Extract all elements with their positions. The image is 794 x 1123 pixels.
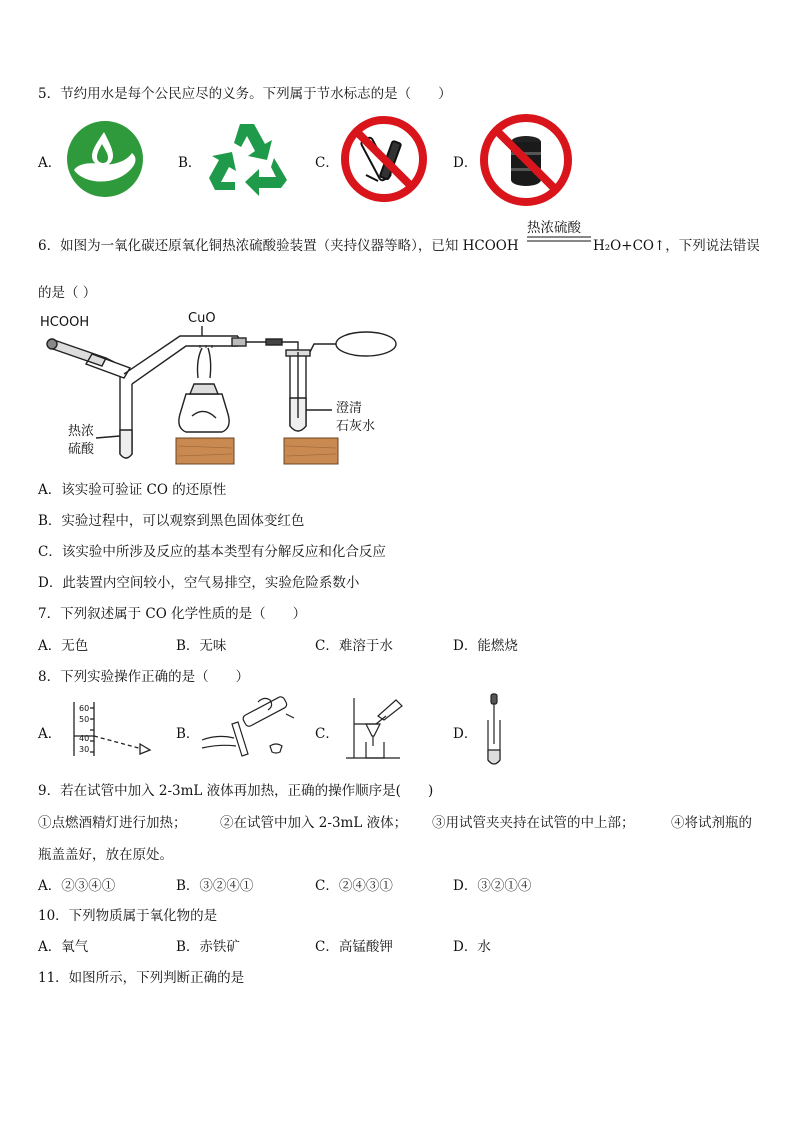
- cylinder-mark-50: 50: [79, 715, 90, 724]
- q10-stem: 10．下列物质属于氧化物的是: [38, 908, 218, 924]
- q8-option-d-label: D．: [453, 726, 478, 742]
- q6-stem-part2: H₂O+CO↑，下列说法错误: [593, 238, 760, 254]
- q10-option-b: B．赤铁矿: [176, 939, 240, 955]
- q9-option-a: A．②③④①: [38, 878, 116, 894]
- acid-label-line1: 热浓: [68, 424, 95, 439]
- limewater-label-line2: 石灰水: [336, 419, 376, 434]
- cylinder-mark-60: 60: [79, 704, 90, 713]
- q10-option-a: A．氧气: [38, 939, 89, 955]
- co-reduction-apparatus-diagram: [36, 318, 396, 468]
- cylinder-mark-40: 40: [79, 734, 90, 743]
- limewater-label-line1: 澄清: [336, 401, 363, 416]
- acid-label-line2: 硫酸: [68, 442, 95, 457]
- q6-stem-continuation: 的是（ ）: [38, 285, 97, 301]
- cylinder-mark-30: 30: [79, 745, 90, 754]
- q5-option-d-label: D．: [453, 155, 478, 171]
- q6-stem-part1: 6．如图为一氧化碳还原氧化铜热浓硫酸验装置（夹持仪器等略），已知 HCOOH: [38, 238, 519, 254]
- graduated-cylinder-reading-icon: [68, 700, 158, 760]
- dropper-in-test-tube-icon: [480, 692, 510, 768]
- q6-option-b: B．实验过程中，可以观察到黑色固体变红色: [38, 513, 305, 529]
- q6-option-c: C．该实验中所涉及反应的基本类型有分解反应和化合反应: [38, 544, 386, 560]
- q8-option-b-label: B．: [176, 726, 200, 742]
- q9-step-1: ①点燃酒精灯进行加热；: [38, 815, 187, 831]
- filtration-setup-icon: [340, 694, 410, 764]
- recycle-icon: [203, 120, 291, 198]
- q9-step-4: ④将试剂瓶的: [671, 815, 752, 831]
- reaction-equals-arrow: [527, 236, 591, 244]
- q7-option-a: A．无色: [38, 638, 89, 654]
- q7-option-b: B．无味: [176, 638, 227, 654]
- q10-option-d: D．水: [453, 939, 491, 955]
- q5-option-c-label: C．: [315, 155, 339, 171]
- q10-option-c: C．高锰酸钾: [315, 939, 393, 955]
- q6-option-d: D．此装置内空间较小，空气易排空，实验危险系数小: [38, 575, 360, 591]
- q9-option-b: B．③②④①: [176, 878, 254, 894]
- cuo-label: CuO: [188, 311, 216, 326]
- q7-option-d: D．能燃烧: [453, 638, 518, 654]
- q6-reaction-condition: 热浓硫酸: [527, 220, 581, 236]
- q7-stem: 7．下列叙述属于 CO 化学性质的是（ ）: [38, 606, 307, 622]
- hcooh-label: HCOOH: [40, 315, 90, 330]
- q9-step-3: ③用试管夹夹持在试管的中上部；: [432, 815, 635, 831]
- q5-option-a-label: A．: [38, 155, 62, 171]
- q7-option-c: C．难溶于水: [315, 638, 393, 654]
- q8-option-c-label: C．: [315, 726, 339, 742]
- q11-stem: 11．如图所示，下列判断正确的是: [38, 970, 245, 986]
- no-smoking-icon: [340, 115, 428, 203]
- pouring-into-test-tube-icon: [198, 694, 298, 764]
- q9-stem: 9．若在试管中加入 2-3mL 液体再加热，正确的操作顺序是( ): [38, 783, 434, 799]
- water-saving-logo-icon: [66, 120, 146, 200]
- q5-option-b-label: B．: [178, 155, 202, 171]
- no-dumping-oil-drum-icon: [478, 112, 574, 208]
- q5-stem: 5．节约用水是每个公民应尽的义务。下列属于节水标志的是（ ）: [38, 86, 452, 102]
- q6-option-a: A．该实验可验证 CO 的还原性: [38, 482, 227, 498]
- q9-step-4-continuation: 瓶盖盖好，放在原处。: [38, 847, 173, 863]
- q9-option-c: C．②④③①: [315, 878, 393, 894]
- q9-step-2: ②在试管中加入 2-3mL 液体；: [220, 815, 408, 831]
- q8-stem: 8．下列实验操作正确的是（ ）: [38, 669, 250, 685]
- q9-option-d: D．③②①④: [453, 878, 532, 894]
- q8-option-a-label: A．: [38, 726, 62, 742]
